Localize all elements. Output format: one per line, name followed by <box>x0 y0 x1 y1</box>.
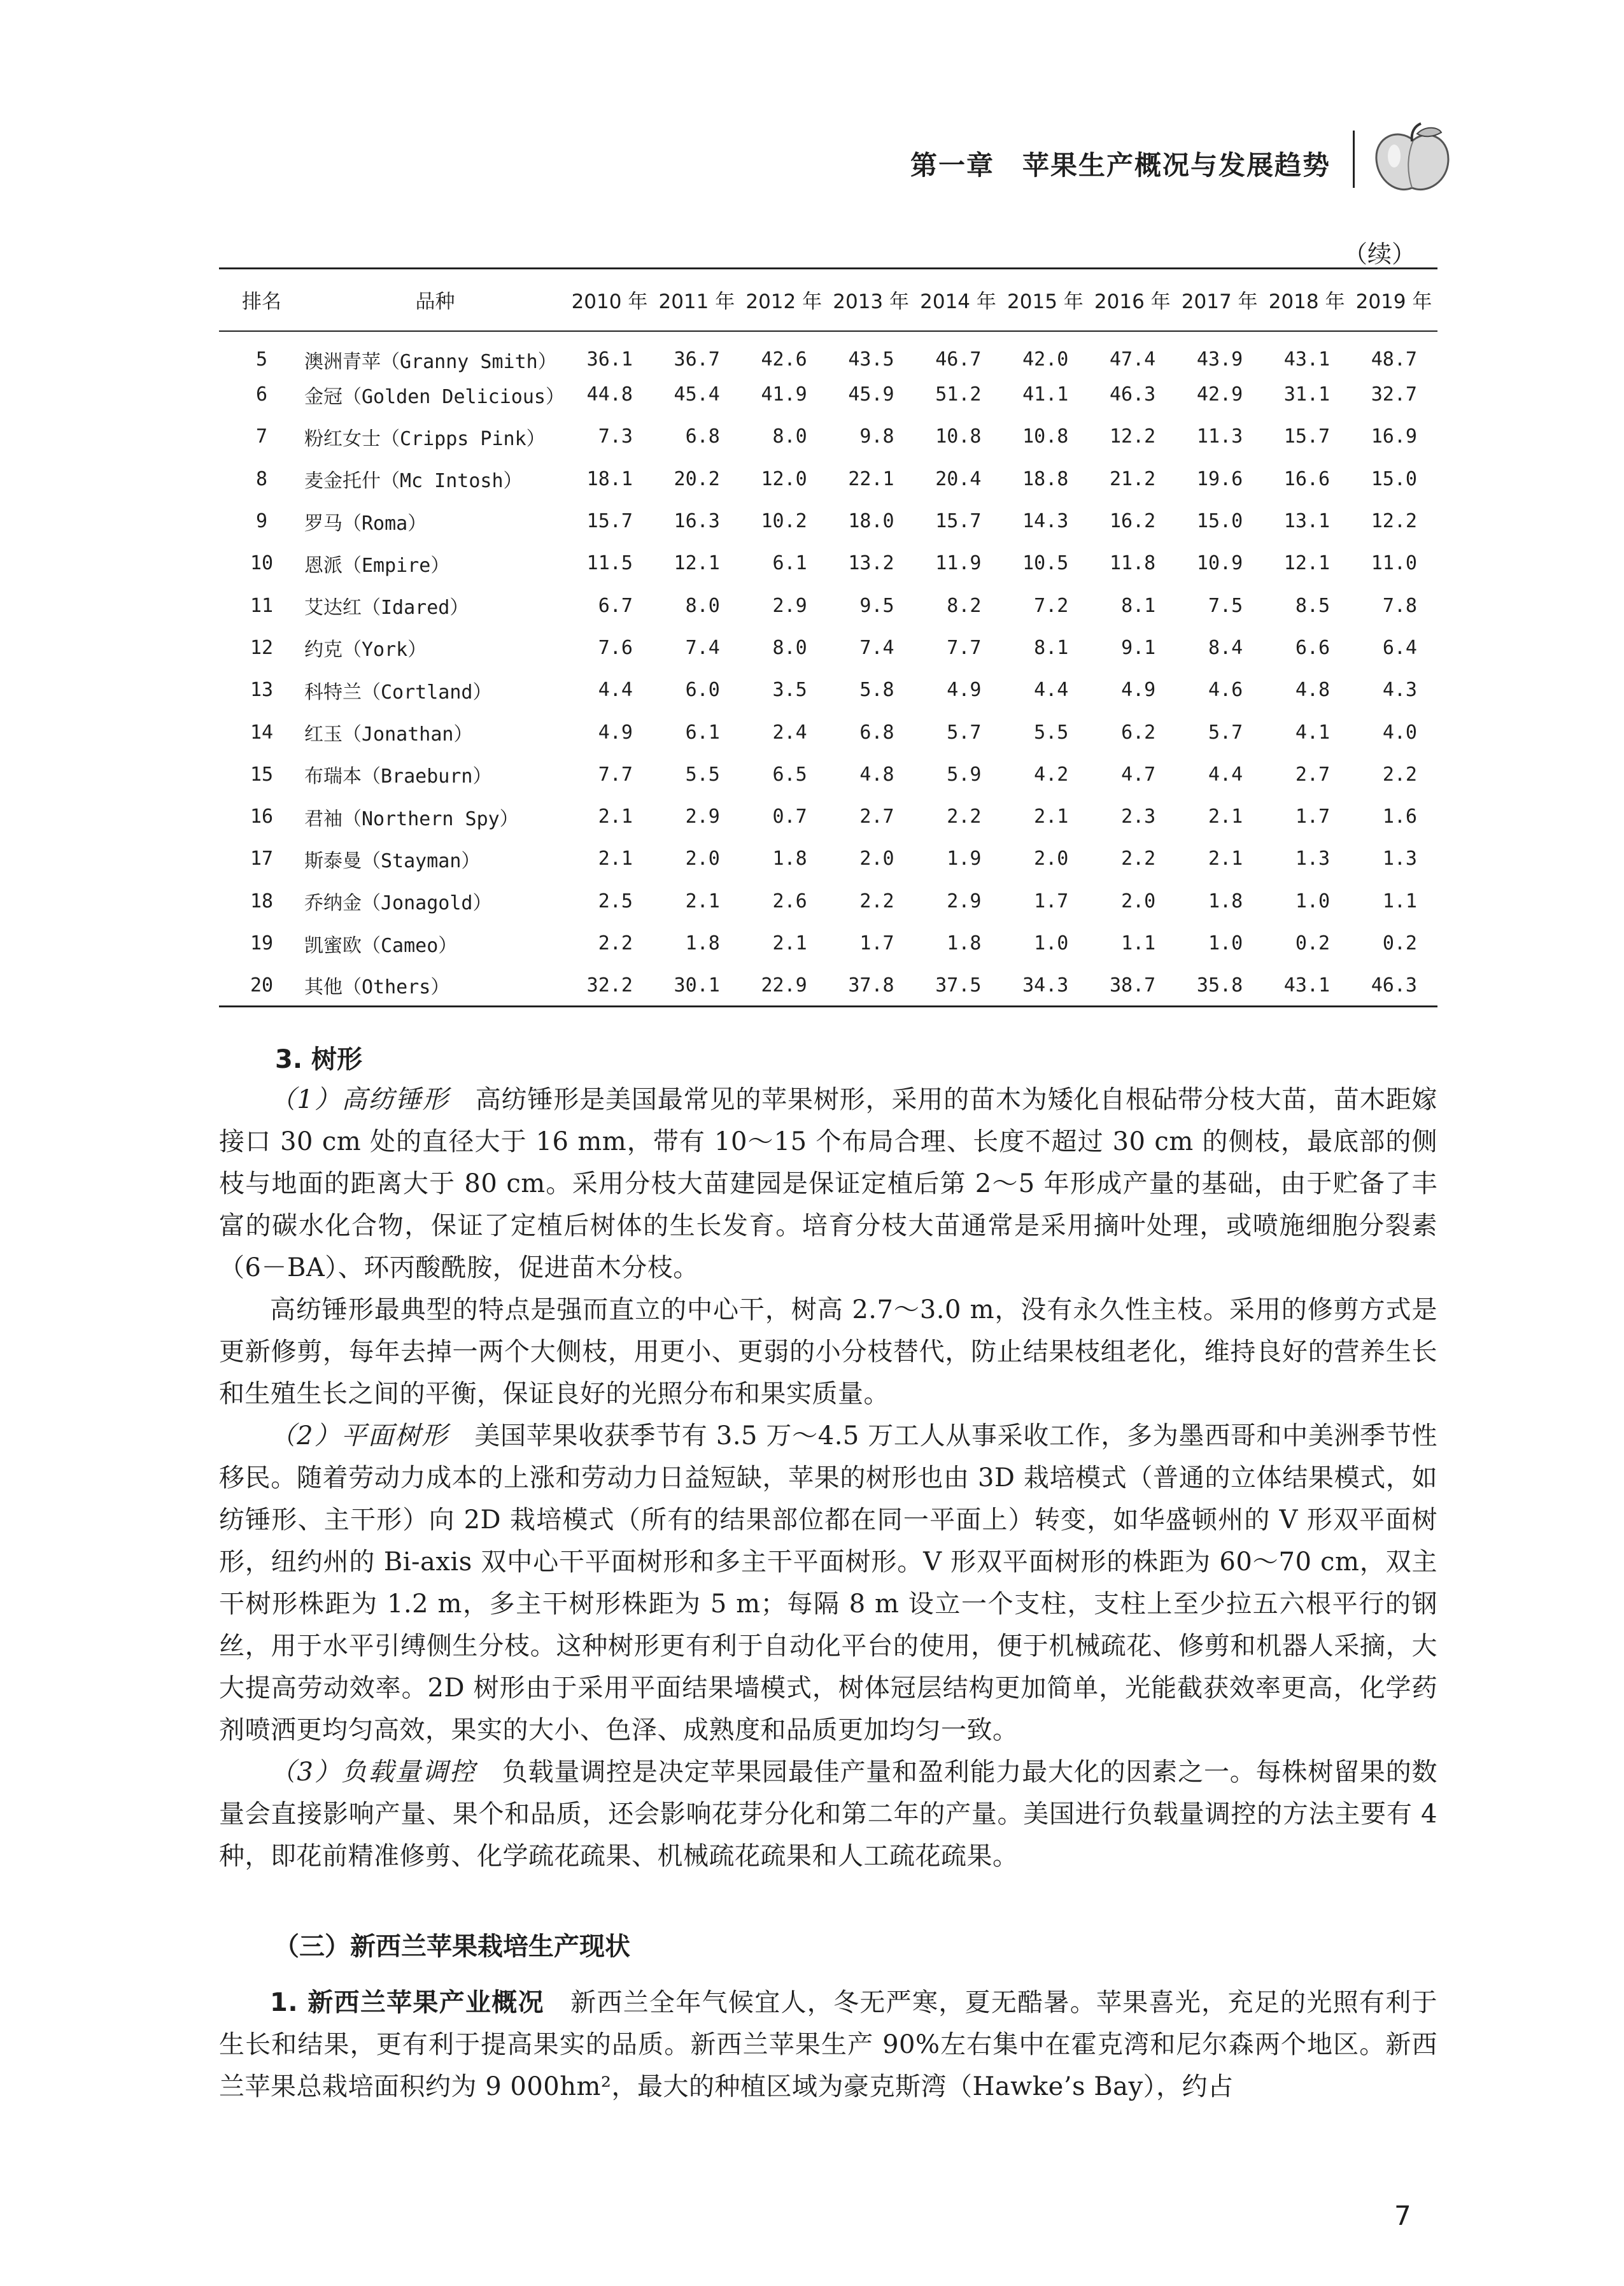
value-cell: 1.8 <box>947 932 982 955</box>
value-cell: 4.0 <box>1382 721 1417 744</box>
value-cell: 42.6 <box>761 348 807 371</box>
value-cell: 45.4 <box>674 383 720 406</box>
value-cell: 12.2 <box>1110 425 1156 448</box>
body-text <box>219 1982 1437 2108</box>
value-cell: 21.2 <box>1110 467 1156 490</box>
paragraph <box>219 1982 1437 2108</box>
value-cell: 7.4 <box>859 636 894 659</box>
value-cell: 1.1 <box>1382 890 1417 912</box>
variety-cell: 红玉（Jonathan） <box>304 723 473 746</box>
column-header: 2013 年 <box>828 269 915 331</box>
rank-cell: 7 <box>255 425 268 448</box>
value-cell: 15.7 <box>586 510 633 533</box>
variety-cell: 艾达红（Idared） <box>304 597 469 620</box>
paragraph-term: （3）负载量调控 <box>270 1757 477 1787</box>
value-cell: 4.7 <box>1121 763 1156 786</box>
variety-cell: 君袖（Northern Spy） <box>304 807 519 830</box>
value-cell: 1.7 <box>1034 890 1069 912</box>
value-cell: 32.7 <box>1371 383 1417 406</box>
page-number: 7 <box>1394 2200 1411 2231</box>
value-cell: 13.1 <box>1283 510 1331 533</box>
value-cell: 22.1 <box>848 467 894 490</box>
value-cell: 0.7 <box>772 806 807 828</box>
apple-icon <box>1369 121 1455 197</box>
table-row <box>219 416 1437 458</box>
value-cell: 5.9 <box>947 763 982 786</box>
value-cell: 6.8 <box>685 425 720 448</box>
value-cell: 5.7 <box>947 721 982 744</box>
value-cell: 7.6 <box>598 636 633 659</box>
table-row <box>219 669 1437 711</box>
value-cell: 11.0 <box>1371 552 1417 575</box>
value-cell: 4.6 <box>1208 679 1243 702</box>
value-cell: 7.3 <box>598 425 633 448</box>
value-cell: 12.0 <box>761 467 807 490</box>
value-cell: 15.0 <box>1196 510 1243 533</box>
table-row <box>219 374 1437 416</box>
value-cell: 4.1 <box>1295 721 1331 744</box>
value-cell: 0.2 <box>1382 932 1417 955</box>
value-cell: 18.0 <box>848 510 894 533</box>
value-cell: 6.0 <box>685 679 720 702</box>
value-cell: 1.7 <box>1295 806 1331 828</box>
value-cell: 2.2 <box>1382 763 1417 786</box>
value-cell: 0.2 <box>1295 932 1331 955</box>
value-cell: 7.7 <box>947 636 982 659</box>
value-cell: 10.2 <box>761 510 807 533</box>
value-cell: 42.0 <box>1022 348 1069 371</box>
value-cell: 10.5 <box>1022 552 1069 575</box>
value-cell: 35.8 <box>1196 974 1243 997</box>
paragraph-term: （1）高纺锤形 <box>270 1085 449 1114</box>
column-header: 2019 年 <box>1350 269 1437 331</box>
value-cell: 12.1 <box>674 552 720 575</box>
value-cell: 11.9 <box>935 552 982 575</box>
value-cell: 1.6 <box>1382 806 1417 828</box>
value-cell: 14.3 <box>1022 510 1069 533</box>
column-header: 2011 年 <box>653 269 740 331</box>
value-cell: 2.1 <box>772 932 807 955</box>
value-cell: 18.8 <box>1022 467 1069 490</box>
value-cell: 4.4 <box>1034 679 1069 702</box>
value-cell: 11.3 <box>1196 425 1243 448</box>
value-cell: 4.4 <box>598 679 633 702</box>
value-cell: 2.0 <box>685 848 720 870</box>
value-cell: 4.8 <box>859 763 894 786</box>
value-cell: 41.9 <box>761 383 807 406</box>
value-cell: 5.8 <box>859 679 894 702</box>
value-cell: 8.0 <box>685 594 720 617</box>
value-cell: 1.1 <box>1121 932 1156 955</box>
value-cell: 7.8 <box>1382 594 1417 617</box>
value-cell: 1.8 <box>1208 890 1243 912</box>
table-row <box>219 795 1437 837</box>
value-cell: 6.5 <box>772 763 807 786</box>
value-cell: 2.9 <box>772 594 807 617</box>
tree-shape-section <box>219 1039 1437 1076</box>
variety-cell: 斯泰曼（Stayman） <box>304 849 481 872</box>
column-header: 2016 年 <box>1089 269 1176 331</box>
variety-cell: 乔纳金（Jonagold） <box>304 892 492 915</box>
value-cell: 10.9 <box>1196 552 1243 575</box>
value-cell: 7.4 <box>685 636 720 659</box>
variety-cell: 凯蜜欧（Cameo） <box>304 934 458 957</box>
section-heading: 3. 树形 <box>275 1045 362 1074</box>
paragraph-text: 高纺锤形是美国最常见的苹果树形，采用的苗木为矮化自根砧带分枝大苗，苗木距嫁接口 30 cm 处的直径大于 16 mm，带有 10～15 个布局合理、长度不超过 30 cm 的侧枝，最底部的侧枝与地面的距离大于 80 cm。采用分枝大苗建园是保证定植后第 2～5 年形成产量的基础，由于贮备了丰富的碳水化合物，保证了定植后树体的生长发育。培育分枝大苗通常是采用摘叶处理，或喷施细胞分裂素（6－BA）、环丙酸酰胺，促进苗木分枝。 <box>219 1085 1438 1282</box>
value-cell: 16.2 <box>1110 510 1156 533</box>
value-cell: 8.1 <box>1034 636 1069 659</box>
rank-cell: 8 <box>255 467 268 490</box>
table-row <box>219 753 1437 795</box>
variety-cell: 麦金托什（Mc Intosh） <box>304 470 523 493</box>
value-cell: 48.7 <box>1371 348 1417 371</box>
value-cell: 6.7 <box>598 594 633 617</box>
value-cell: 36.1 <box>586 348 633 371</box>
value-cell: 46.3 <box>1371 974 1417 997</box>
value-cell: 20.2 <box>674 467 720 490</box>
column-header: 品种 <box>304 269 566 331</box>
value-cell: 36.7 <box>674 348 720 371</box>
value-cell: 15.0 <box>1371 467 1417 490</box>
value-cell: 1.7 <box>859 932 894 955</box>
rank-cell: 16 <box>250 806 274 828</box>
value-cell: 2.6 <box>772 890 807 912</box>
rank-cell: 9 <box>255 510 268 533</box>
value-cell: 11.5 <box>586 552 633 575</box>
paragraph <box>219 1079 1437 1289</box>
variety-cell: 罗马（Roma） <box>304 512 427 535</box>
value-cell: 8.5 <box>1295 594 1331 617</box>
value-cell: 3.5 <box>772 679 807 702</box>
table-row <box>219 711 1437 753</box>
value-cell: 38.7 <box>1110 974 1156 997</box>
value-cell: 4.9 <box>1121 679 1156 702</box>
paragraph-text: 高纺锤形最典型的特点是强而直立的中心干，树高 2.7～3.0 m，没有永久性主枝。采用的修剪方式是更新修剪，每年去掉一两个大侧枝，用更小、更弱的小分枝替代，防止结果枝组老化，维持良好的营养生长和生殖生长之间的平衡，保证良好的光照分布和果实质量。 <box>219 1295 1437 1409</box>
value-cell: 43.1 <box>1283 974 1331 997</box>
value-cell: 7.7 <box>598 763 633 786</box>
value-cell: 2.1 <box>598 806 633 828</box>
value-cell: 2.1 <box>1208 848 1243 870</box>
value-cell: 2.3 <box>1121 806 1156 828</box>
variety-cell: 澳洲青苹（Granny Smith） <box>304 350 557 373</box>
column-header: 排名 <box>219 269 304 331</box>
value-cell: 4.9 <box>947 679 982 702</box>
value-cell: 2.1 <box>598 848 633 870</box>
value-cell: 12.1 <box>1283 552 1331 575</box>
value-cell: 11.8 <box>1110 552 1156 575</box>
table-row <box>219 838 1437 880</box>
column-header: 2012 年 <box>740 269 828 331</box>
value-cell: 41.1 <box>1022 383 1069 406</box>
value-cell: 43.1 <box>1283 348 1331 371</box>
value-cell: 5.7 <box>1208 721 1243 744</box>
value-cell: 10.8 <box>935 425 982 448</box>
table-row <box>219 965 1437 1007</box>
rank-cell: 19 <box>250 932 274 955</box>
value-cell: 2.1 <box>1034 806 1069 828</box>
column-header: 2015 年 <box>1001 269 1089 331</box>
value-cell: 5.5 <box>1034 721 1069 744</box>
value-cell: 2.2 <box>859 890 894 912</box>
value-cell: 18.1 <box>586 467 633 490</box>
value-cell: 2.7 <box>1295 763 1331 786</box>
value-cell: 2.7 <box>859 806 894 828</box>
value-cell: 6.4 <box>1382 636 1417 659</box>
value-cell: 1.8 <box>772 848 807 870</box>
value-cell: 4.2 <box>1034 763 1069 786</box>
value-cell: 45.9 <box>848 383 894 406</box>
value-cell: 8.0 <box>772 425 807 448</box>
value-cell: 16.3 <box>674 510 720 533</box>
value-cell: 8.4 <box>1208 636 1243 659</box>
rank-cell: 6 <box>255 383 268 406</box>
variety-cell: 科特兰（Cortland） <box>304 681 492 704</box>
value-cell: 22.9 <box>761 974 807 997</box>
value-cell: 37.8 <box>848 974 894 997</box>
value-cell: 7.2 <box>1034 594 1069 617</box>
value-cell: 1.9 <box>947 848 982 870</box>
value-cell: 1.0 <box>1208 932 1243 955</box>
paragraph <box>219 1751 1437 1877</box>
variety-cell: 布瑞本（Braeburn） <box>304 765 492 788</box>
value-cell: 7.5 <box>1208 594 1243 617</box>
value-cell: 37.5 <box>935 974 982 997</box>
rank-cell: 13 <box>250 679 274 702</box>
value-cell: 5.5 <box>685 763 720 786</box>
value-cell: 8.1 <box>1121 594 1156 617</box>
value-cell: 2.0 <box>1034 848 1069 870</box>
value-cell: 1.3 <box>1382 848 1417 870</box>
rank-cell: 20 <box>250 974 274 997</box>
value-cell: 6.2 <box>1121 721 1156 744</box>
value-cell: 20.4 <box>935 467 982 490</box>
value-cell: 6.6 <box>1295 636 1331 659</box>
rank-cell: 12 <box>250 636 274 659</box>
paragraph <box>219 1415 1437 1751</box>
table-row <box>219 922 1437 964</box>
value-cell: 2.9 <box>947 890 982 912</box>
table-row <box>219 500 1437 542</box>
column-header: 2014 年 <box>915 269 1002 331</box>
value-cell: 46.7 <box>935 348 982 371</box>
value-cell: 46.3 <box>1110 383 1156 406</box>
value-cell: 47.4 <box>1110 348 1156 371</box>
value-cell: 2.2 <box>598 932 633 955</box>
variety-table <box>219 267 1437 1007</box>
table-body <box>219 331 1437 1007</box>
value-cell: 2.2 <box>1121 848 1156 870</box>
variety-cell: 约克（York） <box>304 639 427 662</box>
value-cell: 32.2 <box>586 974 633 997</box>
value-cell: 4.9 <box>598 721 633 744</box>
value-cell: 8.2 <box>947 594 982 617</box>
rank-cell: 18 <box>250 890 274 912</box>
value-cell: 9.1 <box>1121 636 1156 659</box>
value-cell: 2.9 <box>685 806 720 828</box>
section-heading: （三）新西兰苹果栽培生产现状 <box>274 1932 630 1961</box>
value-cell: 2.5 <box>598 890 633 912</box>
value-cell: 9.8 <box>859 425 894 448</box>
value-cell: 2.4 <box>772 721 807 744</box>
value-cell: 15.7 <box>935 510 982 533</box>
rank-cell: 15 <box>250 763 274 786</box>
header-divider <box>1353 131 1355 188</box>
table-row <box>219 458 1437 500</box>
column-header: 2017 年 <box>1176 269 1263 331</box>
value-cell: 6.1 <box>772 552 807 575</box>
variety-cell: 粉红女士（Cripps Pink） <box>304 427 546 450</box>
running-header <box>910 131 1350 188</box>
rank-cell: 14 <box>250 721 274 744</box>
value-cell: 43.9 <box>1196 348 1243 371</box>
paragraph-text: 美国苹果收获季节有 3.5 万～4.5 万工人从事采收工作，多为墨西哥和中美洲季节性移民。随着劳动力成本的上涨和劳动力日益短缺，苹果的树形也由 3D 栽培模式（普通的立体结果模式，如纺锤形、主干形）向 2D 栽培模式（所有的结果部位都在同一平面上）转变，如华盛顿州的 V 形双平面树形，纽约州的 Bi-axis 双中心干平面树形和多主干平面树形。V 形双平面树形的株距为 60～70 cm，双主干树形株距为 1.2 m，多主干树形株距为 5 m；每隔 8 m 设立一个支柱，支柱上至少拉五六根平行的钢丝，用于水平引缚侧生分枝。这种树形更有利于自动化平台的使用，便于机械疏花、修剪和机器人采摘，大大提高劳动效率。2D 树形由于采用平面结果墙模式，树体冠层结构更加简单，光能截获效率更高，化学药剂喷洒更均匀高效，果实的大小、色泽、成熟度和品质更加均匀一致。 <box>219 1421 1437 1745</box>
value-cell: 6.1 <box>685 721 720 744</box>
value-cell: 42.9 <box>1196 383 1243 406</box>
value-cell: 16.6 <box>1283 467 1331 490</box>
value-cell: 15.7 <box>1283 425 1331 448</box>
variety-cell: 其他（Others） <box>304 976 450 999</box>
value-cell: 13.2 <box>848 552 894 575</box>
rank-cell: 5 <box>255 348 268 371</box>
table-header-row <box>219 269 1437 331</box>
value-cell: 19.6 <box>1196 467 1243 490</box>
value-cell: 9.5 <box>859 594 894 617</box>
paragraph-text: 负载量调控是决定苹果园最佳产量和盈利能力最大化的因素之一。每株树留果的数量会直接影响产量、果个和品质，还会影响花芽分化和第二年的产量。美国进行负载量调控的方法主要有 4 种，即花前精准修剪、化学疏花疏果、机械疏花疏果和人工疏花疏果。 <box>219 1757 1438 1871</box>
value-cell: 2.0 <box>1121 890 1156 912</box>
value-cell: 2.2 <box>947 806 982 828</box>
variety-cell: 恩派（Empire） <box>304 554 450 577</box>
rank-cell: 10 <box>250 552 274 575</box>
value-cell: 2.1 <box>1208 806 1243 828</box>
paragraph <box>219 1289 1437 1415</box>
value-cell: 1.0 <box>1295 890 1331 912</box>
table-row <box>219 627 1437 669</box>
rank-cell: 11 <box>250 594 274 617</box>
value-cell: 2.1 <box>685 890 720 912</box>
value-cell: 1.8 <box>685 932 720 955</box>
column-header: 2010 年 <box>566 269 653 331</box>
value-cell: 4.3 <box>1382 679 1417 702</box>
table-row <box>219 331 1437 374</box>
value-cell: 1.0 <box>1034 932 1069 955</box>
value-cell: 6.8 <box>859 721 894 744</box>
value-cell: 4.8 <box>1295 679 1331 702</box>
table-row <box>219 543 1437 585</box>
table-row <box>219 585 1437 627</box>
paragraph-term: （2）平面树形 <box>270 1421 449 1451</box>
value-cell: 16.9 <box>1371 425 1417 448</box>
table-continued-label: （续） <box>1343 240 1416 268</box>
value-cell: 44.8 <box>586 383 633 406</box>
value-cell: 10.8 <box>1022 425 1069 448</box>
value-cell: 34.3 <box>1022 974 1069 997</box>
paragraph-term: 1. 新西兰苹果产业概况 <box>270 1988 544 2017</box>
value-cell: 30.1 <box>674 974 720 997</box>
value-cell: 12.2 <box>1371 510 1417 533</box>
value-cell: 2.0 <box>859 848 894 870</box>
value-cell: 31.1 <box>1283 383 1331 406</box>
value-cell: 51.2 <box>935 383 982 406</box>
value-cell: 43.5 <box>848 348 894 371</box>
chapter-title: 第一章 苹果生产概况与发展趋势 <box>910 150 1331 181</box>
column-header: 2018 年 <box>1263 269 1350 331</box>
new-zealand-section <box>219 1926 1437 1963</box>
rank-cell: 17 <box>250 848 274 870</box>
value-cell: 8.0 <box>772 636 807 659</box>
table-row <box>219 880 1437 922</box>
variety-cell: 金冠（Golden Delicious） <box>304 385 565 408</box>
value-cell: 1.3 <box>1295 848 1331 870</box>
paragraph-text: 新西兰全年气候宜人，冬无严寒，夏无酷暑。苹果喜光，充足的光照有利于生长和结果，更有利于提高果实的品质。新西兰苹果生产 90%左右集中在霍克湾和尼尔森两个地区。新西兰苹果总栽培面积约为 9 000hm²，最大的种植区域为豪克斯湾（Hawke’s Bay），约占 <box>219 1988 1438 2101</box>
body-text <box>219 1079 1437 1877</box>
value-cell: 4.4 <box>1208 763 1243 786</box>
